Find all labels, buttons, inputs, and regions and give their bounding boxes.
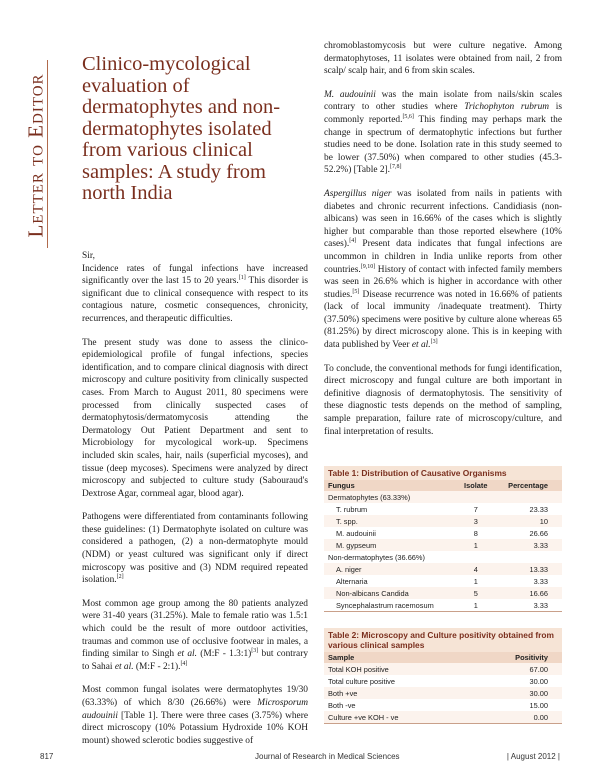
table-1-cell-isolate: 4 <box>457 563 494 575</box>
paragraph-aspergillus: Aspergillus niger was isolated from nails in patients with diabetes and chronic recurrent infections. Candidiasis (non-albicans) was seen in 16.66% of the cases which is slightly higher but comparable than those reported elsewhere (10% cases).[4] Present data indicates that fungal infections are uncommon in children in India unlike reports from other countries.[9,10] History of contact with infected family members was seen in 26.6% which is higher in accordance with other studies.[5] Disease recurrence was noted in 16.66% of patients (lack of local immunity /inadequate treatment). Thirty (37.50%) specimens were positive by culture alone whereas 65 (81.25%) by direct microscopy alone. This is in keeping with data published by Veer et al.[3] <box>324 188 562 351</box>
table-1-rule <box>324 611 562 612</box>
table-1 <box>324 466 562 612</box>
table-1-cell-percentage: 3.33 <box>533 576 548 586</box>
table-2-caption: Table 2: Microscopy and Culture positivity obtained from various clinical samples <box>324 628 562 652</box>
table-1-row <box>324 515 562 527</box>
table-1-cell-isolate: 5 <box>457 587 494 599</box>
citation[interactable]: [3] <box>430 338 438 345</box>
article-title: Clinico-mycological evaluation of dermatophytes and non-dermatophytes isolated from various clinical samples: A study from north India <box>82 53 281 204</box>
table-1-cell-isolate: 3 <box>457 515 494 527</box>
paragraph-methods: The present study was done to assess the clinico-epidemiological profile of fungal infections, species identification, and to compare clinical diagnosis with direct microscopy and culture positivity from clinically suspected cases. From March to August 2011, 80 specimens were processed from clinically suspected cases of dermatophytosis/dermatomycosis attending the Dermatology Out Patient Department and sent to Microbiology for mycological work-up. Specimens included skin scales, hair, nails (superficial mycoses), and tissue (deep mycoses). Specimens were analyzed by direct microscopy and subjected to culture study (Sabouraud's Dextrose Agar, cornmeal agar, blood agar). <box>82 337 308 499</box>
table-2-cell-positivity: 67.00 <box>468 663 562 675</box>
table-1-row <box>324 563 562 575</box>
table-2-cell-sample: Both -ve <box>328 700 356 710</box>
table-1-header-percentage: Percentage <box>494 480 562 491</box>
table-2 <box>324 628 562 724</box>
paragraph-continued: chromoblastomycosis but were culture negative. Among dermatophytoses, 11 isolates were obtained from nail, 2 from scalp/ scalp hair, and 6 from skin scales. <box>324 41 562 77</box>
paragraph-isolates: Most common fungal isolates were dermatophytes 19/30 (63.33%) of which 8/30 (26.66%) were Microsporum audouinii [Table 1]. There were three cases (3.75%) where direct microscopy (10% Potassium Hydroxide 10% KOH mount) showed sclerotic bodies suggestive of <box>82 685 308 746</box>
salutation: Sir, <box>82 251 95 261</box>
table-2-row <box>324 711 562 723</box>
citation[interactable]: [5,6] <box>402 113 414 120</box>
citation[interactable]: [9,10] <box>360 263 376 270</box>
table-1-cell-fungus: Non-albicans Candida <box>324 587 457 599</box>
table-2-cell-positivity: 30.00 <box>468 687 562 699</box>
table-1-cell-fungus: A. niger <box>324 563 457 575</box>
table-1-row <box>324 503 562 515</box>
table-1-row <box>324 539 562 551</box>
journal-name: Journal of Research in Medical Sciences <box>255 752 400 761</box>
table-2-row <box>324 675 562 687</box>
table-2-row <box>324 687 562 699</box>
paragraph-guidelines: Pathogens were differentiated from contaminants following these guidelines: (1) Dermatophyte isolated on culture was considered a pathogen, (2) a non-dermatophyte mould (NDM) or yeast cultured was significant only if direct microscopy was positive and (3) NDM required repeated isolation.[2] <box>82 512 308 586</box>
citation[interactable]: [2] <box>116 574 124 581</box>
table-1-cell-fungus: M. gypseum <box>324 539 457 551</box>
table-1-cell-percentage: 16.66 <box>494 587 562 599</box>
table-1-cell-percentage <box>494 551 562 563</box>
table-1-cell-percentage: 10 <box>494 515 562 527</box>
right-column <box>324 40 562 449</box>
table-1-cell-percentage: 23.33 <box>529 504 548 514</box>
table-1-cell-fungus: Syncephalastrum racemosum <box>336 600 434 610</box>
table-1-cell-isolate: 8 <box>473 528 478 538</box>
table-1-cell-isolate: 1 <box>457 539 494 551</box>
table-2-header-row <box>324 652 562 663</box>
table-1-cell-fungus: Dermatophytes (63.33%) <box>324 491 457 503</box>
table-2-rule <box>324 723 562 724</box>
table-1-row <box>324 575 562 587</box>
issue-date: | August 2012 | <box>506 752 560 761</box>
table-2-cell-positivity: 15.00 <box>529 700 548 710</box>
table-1-cell-fungus: T. rubrum <box>336 504 368 514</box>
table-1-cell-isolate: 1 <box>473 576 478 586</box>
table-2-cell-sample: Total culture positive <box>328 676 395 686</box>
table-1-row <box>324 587 562 599</box>
paragraph-conclusion: To conclude, the conventional methods for fungi identification, direct microscopy and fungal culture are both important in definitive diagnosis of dermatophytosis. The sensitivity of these diagnostic tests depends on the method of sampling, sample preparation, failure rate of microscopy/culture, and final interpretation of results. <box>324 363 562 437</box>
citation[interactable]: [7,8] <box>390 164 402 171</box>
table-2-cell-sample: Total KOH positive <box>324 663 468 675</box>
table-1-cell-percentage: 13.33 <box>494 563 562 575</box>
table-1-row <box>324 599 562 611</box>
table-1-cell-percentage: 26.66 <box>529 528 548 538</box>
paragraph-intro: Incidence rates of fungal infections have increased significantly over the last 15 to 20 years.[1] This disorder is significant due to clinical consequence with respect to its contagious nature, cosmetic consequences, chronicity, recurrences, and therapeutic difficulties. <box>82 263 308 324</box>
paragraph-demographics: Most common age group among the 80 patients analyzed were 31-40 years (31.25%). Male to female ratio was 1.5:1 which could be the result of more outdoor activities, traumas and common use of occlusive footwear in males, a finding similar to Singh et al. (M:F - 1.3:1)[3] but contrary to Sahai et al. (M:F - 2:1).[4] <box>82 598 309 672</box>
table-1-header-fungus: Fungus <box>324 480 457 491</box>
article-type-label <box>23 60 48 250</box>
table-1-cell-percentage: 3.33 <box>533 600 548 610</box>
table-1-cell-isolate <box>457 551 494 563</box>
citation[interactable]: [4] <box>349 238 357 245</box>
table-1-cell-isolate: 7 <box>473 504 478 514</box>
article-type-text: Letter to Editor <box>23 72 48 238</box>
citation[interactable]: [1] <box>238 275 246 282</box>
table-1-row <box>324 527 562 539</box>
table-2-cell-sample: Both +ve <box>324 687 468 699</box>
table-1-cell-percentage: 3.33 <box>494 539 562 551</box>
table-1-header-row <box>324 480 562 491</box>
citation[interactable]: [4] <box>180 660 188 667</box>
table-2-row <box>324 699 562 711</box>
table-2-header-sample: Sample <box>324 652 468 663</box>
table-1-cell-isolate <box>457 491 494 503</box>
table-2-cell-positivity: 30.00 <box>529 676 548 686</box>
table-2-row <box>324 663 562 675</box>
table-1-cell-fungus: Alternaria <box>336 576 368 586</box>
table-1-row <box>324 551 562 563</box>
table-1-header-isolate: Isolate <box>457 480 494 491</box>
left-column <box>82 250 308 758</box>
table-1-cell-fungus: M. audouinii <box>336 528 376 538</box>
table-2-cell-sample: Culture +ve KOH - ve <box>324 711 468 723</box>
paragraph-audouinii: M. audouinii was the main isolate from nails/skin scales contrary to other studies where Trichophyton rubrum is commonly reported.[5,6] This finding may perhaps mark the change in spectrum of dermatophytic infections but further studies need to be done. Isolation rate in this study seemed to be lower (37.50%) when compared to other studies (45.3-52.2%) [Table 2].[7,8] <box>324 89 563 176</box>
table-1-caption: Table 1: Distribution of Causative Organisms <box>324 466 562 480</box>
table-1-cell-isolate: 1 <box>473 600 478 610</box>
table-1-cell-percentage <box>494 491 562 503</box>
page-number: 817 <box>40 752 54 761</box>
citation[interactable]: [5] <box>352 288 360 295</box>
table-1-row <box>324 491 562 503</box>
table-1-cell-fungus: T. spp. <box>324 515 457 527</box>
table-2-cell-positivity: 0.00 <box>468 711 562 723</box>
side-divider <box>47 60 48 248</box>
citation[interactable]: [3] <box>251 648 259 655</box>
table-1-cell-fungus: Non-dermatophytes (36.66%) <box>328 552 425 562</box>
table-2-header-positivity: Positivity <box>468 652 562 663</box>
